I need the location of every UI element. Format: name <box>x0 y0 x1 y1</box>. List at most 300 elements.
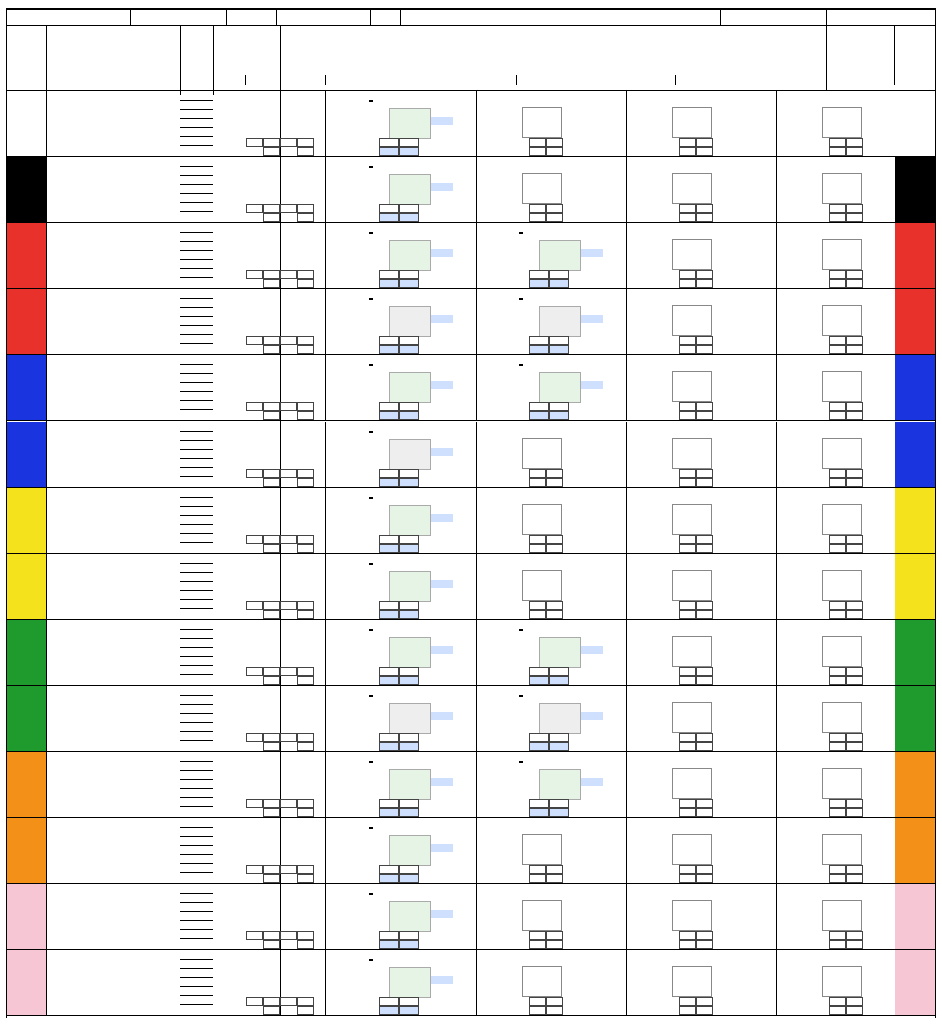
badge-cell <box>829 469 846 478</box>
empty-score-box <box>522 570 562 601</box>
rule-line <box>325 686 326 751</box>
badge-cell <box>297 402 314 411</box>
rule-line <box>626 422 627 487</box>
badge-cell <box>529 601 546 610</box>
empty-score-box <box>672 834 712 865</box>
badge-cell <box>846 799 863 808</box>
badge-cell <box>696 402 713 411</box>
horse-number-box-right <box>895 223 935 288</box>
badge-cell <box>679 345 696 354</box>
rule-line <box>180 127 213 128</box>
empty-score-box <box>522 107 562 138</box>
badge-cell <box>846 411 863 420</box>
badge-cell <box>679 213 696 222</box>
badge-cell <box>829 336 846 345</box>
badge-cell <box>679 279 696 288</box>
rule-line <box>325 752 326 817</box>
speed-value <box>431 844 453 852</box>
badge-cell <box>297 667 314 676</box>
badge-front <box>399 997 419 1006</box>
badge-m <box>379 874 399 883</box>
badge-m <box>529 808 549 817</box>
badge-cell <box>829 997 846 1006</box>
rule-line <box>180 211 213 212</box>
horse-number-box-right <box>895 91 935 156</box>
horse-number-box <box>7 289 46 354</box>
rule-line <box>180 542 213 543</box>
badge-m <box>529 279 549 288</box>
badge-cell <box>829 544 846 553</box>
badge-cell <box>679 667 696 676</box>
badge-m <box>379 213 399 222</box>
speed-value <box>431 315 453 323</box>
badge-cell <box>546 544 563 553</box>
rule-line <box>776 686 777 751</box>
empty-score-box <box>822 173 862 204</box>
badge-pos <box>399 742 419 751</box>
rule-line <box>476 554 477 619</box>
badge-cell <box>846 402 863 411</box>
frame-badge <box>519 298 523 300</box>
badge-cell <box>846 676 863 685</box>
badge-cell <box>246 601 263 610</box>
rule-line <box>180 572 213 573</box>
badge-front <box>399 535 419 544</box>
badge-pos <box>399 147 419 156</box>
empty-score-box <box>822 438 862 469</box>
badge-cell <box>829 931 846 940</box>
rule-line <box>180 334 213 335</box>
badge-cell <box>297 610 314 619</box>
badge-cell <box>679 940 696 949</box>
badge-cell <box>846 865 863 874</box>
rule-line <box>6 222 936 223</box>
badge-cell <box>846 336 863 345</box>
rule-line <box>180 959 213 960</box>
rule-line <box>180 1004 213 1005</box>
rule-line <box>370 8 371 25</box>
badge-cell <box>297 478 314 487</box>
badge-cell <box>246 270 263 279</box>
badge-cell <box>829 204 846 213</box>
badge-front <box>399 270 419 279</box>
badge-cell <box>679 544 696 553</box>
badge-cell <box>846 204 863 213</box>
badge-cell <box>679 808 696 817</box>
rule-line <box>180 184 213 185</box>
rule-line <box>180 382 213 383</box>
speed-value <box>431 249 453 257</box>
badge-cell <box>829 667 846 676</box>
rule-line <box>675 75 676 85</box>
horse-number-box-right <box>895 355 935 420</box>
rule-line <box>826 8 827 25</box>
rule-line <box>325 884 326 949</box>
horse-number-box-right <box>895 289 935 354</box>
frame-badge <box>369 298 373 300</box>
badge-cell <box>846 733 863 742</box>
rule-line <box>325 488 326 553</box>
badge-cell <box>297 270 314 279</box>
score-box <box>539 240 581 271</box>
rule-line <box>626 355 627 420</box>
badge-cell <box>846 138 863 147</box>
rule-line <box>325 91 326 156</box>
empty-score-box <box>672 900 712 931</box>
rule-line <box>6 354 936 355</box>
speed-value <box>581 778 603 786</box>
rule-line <box>626 620 627 685</box>
badge-cell <box>280 270 297 279</box>
rule-line <box>180 911 213 912</box>
rule-line <box>180 118 213 119</box>
score-box <box>389 505 431 536</box>
rule-line <box>180 193 213 194</box>
frame-badge <box>369 761 373 763</box>
rule-line <box>325 157 326 222</box>
rule-line <box>894 25 895 85</box>
rule-line <box>626 488 627 553</box>
rule-line <box>6 883 936 884</box>
badge-cell <box>696 478 713 487</box>
badge-fast <box>379 138 399 147</box>
badge-cell <box>846 279 863 288</box>
rule-line <box>325 950 326 1015</box>
badge-cell <box>280 535 297 544</box>
rule-line <box>180 259 213 260</box>
rule-line <box>626 554 627 619</box>
frame-badge <box>369 563 373 565</box>
badge-cell <box>829 601 846 610</box>
badge-cell <box>529 1006 546 1015</box>
badge-cell <box>679 865 696 874</box>
badge-cell <box>829 865 846 874</box>
badge-cell <box>846 270 863 279</box>
rule-line <box>6 288 936 289</box>
badge-cell <box>246 204 263 213</box>
frame-badge <box>369 959 373 961</box>
badge-cell <box>263 345 280 354</box>
badge-cell <box>529 610 546 619</box>
score-box <box>389 240 431 271</box>
badge-cell <box>246 138 263 147</box>
badge-cell <box>696 610 713 619</box>
badge-fast <box>379 931 399 940</box>
badge-cell <box>546 469 563 478</box>
rule-line <box>626 91 627 156</box>
rule-line <box>476 620 477 685</box>
rule-line <box>180 920 213 921</box>
badge-cell <box>546 147 563 156</box>
speed-value <box>431 712 453 720</box>
badge-cell <box>263 336 280 345</box>
empty-score-box <box>672 438 712 469</box>
rule-line <box>180 232 213 233</box>
badge-cell <box>679 469 696 478</box>
rule-line <box>476 950 477 1015</box>
rule-line <box>180 788 213 789</box>
badge-cell <box>846 535 863 544</box>
rule-line <box>626 950 627 1015</box>
badge-pos <box>399 478 419 487</box>
badge-cell <box>679 270 696 279</box>
badge-cell <box>696 544 713 553</box>
speed-value <box>581 315 603 323</box>
speed-value <box>581 712 603 720</box>
horse-number-box <box>7 950 46 1015</box>
rule-line <box>180 806 213 807</box>
badge-cell <box>297 279 314 288</box>
badge-cell <box>696 742 713 751</box>
rule-line <box>325 223 326 288</box>
frame-badge <box>369 497 373 499</box>
badge-pos <box>399 411 419 420</box>
badge-cell <box>846 874 863 883</box>
horse-number-box-right <box>895 488 935 553</box>
speed-value <box>431 976 453 984</box>
rule-line <box>6 685 936 686</box>
badge-pos <box>399 544 419 553</box>
badge-cell <box>829 940 846 949</box>
badge-cell <box>297 535 314 544</box>
rule-line <box>180 704 213 705</box>
badge-cell <box>297 931 314 940</box>
badge-cell <box>679 411 696 420</box>
rule-line <box>180 25 181 95</box>
badge-cell <box>546 1006 563 1015</box>
frame-badge <box>369 827 373 829</box>
empty-score-box <box>822 305 862 336</box>
rule-line <box>180 770 213 771</box>
badge-cell <box>263 601 280 610</box>
rule-line <box>180 845 213 846</box>
rule-line <box>180 647 213 648</box>
rule-line <box>180 316 213 317</box>
badge-m <box>379 544 399 553</box>
badge-cell <box>696 279 713 288</box>
badge-cell <box>829 733 846 742</box>
badge-cell <box>263 676 280 685</box>
badge-cell <box>297 865 314 874</box>
badge-cell <box>679 997 696 1006</box>
rule-line <box>180 629 213 630</box>
badge-front <box>399 931 419 940</box>
empty-score-box <box>672 702 712 733</box>
rule-line <box>180 863 213 864</box>
badge-cell <box>297 997 314 1006</box>
badge-cell <box>297 544 314 553</box>
rule-line <box>180 458 213 459</box>
badge-cell <box>679 336 696 345</box>
score-box <box>389 769 431 800</box>
rule-line <box>776 884 777 949</box>
badge-cell <box>263 808 280 817</box>
horse-number-box <box>7 686 46 751</box>
badge-cell <box>679 733 696 742</box>
rule-line <box>180 476 213 477</box>
badge-fast <box>379 336 399 345</box>
empty-score-box <box>672 239 712 270</box>
badge-front <box>549 336 569 345</box>
horse-number-box <box>7 818 46 883</box>
badge-cell <box>263 535 280 544</box>
badge-cell <box>263 478 280 487</box>
rule-line <box>776 422 777 487</box>
badge-cell <box>696 345 713 354</box>
badge-cell <box>246 931 263 940</box>
score-box <box>539 306 581 337</box>
rule-line <box>180 968 213 969</box>
badge-cell <box>280 997 297 1006</box>
frame-badge <box>369 100 373 102</box>
rule-line <box>276 8 277 25</box>
rule-line <box>180 277 213 278</box>
badge-cell <box>297 874 314 883</box>
badge-cell <box>829 402 846 411</box>
rule-line <box>180 202 213 203</box>
badge-cell <box>829 213 846 222</box>
horse-number-box-right <box>895 950 935 1015</box>
rule-line <box>245 75 246 85</box>
badge-cell <box>546 931 563 940</box>
rule-line <box>776 818 777 883</box>
rule-line <box>476 884 477 949</box>
badge-cell <box>696 733 713 742</box>
badge-cell <box>696 874 713 883</box>
badge-cell <box>829 742 846 751</box>
frame-badge <box>369 629 373 631</box>
rule-line <box>776 554 777 619</box>
badge-cell <box>263 940 280 949</box>
badge-pos <box>399 279 419 288</box>
badge-cell <box>263 544 280 553</box>
rule-line <box>180 440 213 441</box>
frame-badge <box>369 232 373 234</box>
badge-fast <box>379 997 399 1006</box>
rule-line <box>476 157 477 222</box>
frame-badge <box>519 629 523 631</box>
badge-fast <box>529 799 549 808</box>
badge-cell <box>280 402 297 411</box>
rule-line <box>325 818 326 883</box>
rule-line <box>325 355 326 420</box>
badge-fast <box>379 204 399 213</box>
badge-m <box>379 345 399 354</box>
badge-cell <box>846 544 863 553</box>
rule-line <box>180 400 213 401</box>
score-box <box>539 703 581 734</box>
badge-cell <box>546 213 563 222</box>
badge-cell <box>546 997 563 1006</box>
badge-cell <box>246 402 263 411</box>
rule-line <box>476 686 477 751</box>
score-box <box>539 637 581 668</box>
rule-line <box>180 995 213 996</box>
rule-line <box>180 449 213 450</box>
badge-cell <box>846 601 863 610</box>
badge-cell <box>297 799 314 808</box>
rule-line <box>626 223 627 288</box>
rule-line <box>180 581 213 582</box>
rule-line <box>476 223 477 288</box>
rule-line <box>180 343 213 344</box>
badge-front <box>549 799 569 808</box>
rule-line <box>6 8 936 10</box>
badge-m <box>379 940 399 949</box>
horse-number-box <box>7 157 46 222</box>
rule-line <box>776 488 777 553</box>
badge-cell <box>246 865 263 874</box>
badge-cell <box>696 147 713 156</box>
badge-cell <box>263 411 280 420</box>
badge-cell <box>529 997 546 1006</box>
rule-line <box>776 157 777 222</box>
badge-cell <box>263 874 280 883</box>
badge-cell <box>846 610 863 619</box>
rule-line <box>180 761 213 762</box>
rule-line <box>180 391 213 392</box>
badge-cell <box>263 147 280 156</box>
badge-cell <box>829 799 846 808</box>
badge-fast <box>379 601 399 610</box>
score-box <box>389 571 431 602</box>
rule-line <box>180 467 213 468</box>
badge-cell <box>263 469 280 478</box>
badge-cell <box>529 544 546 553</box>
horse-number-box-right <box>895 818 935 883</box>
frame-badge <box>519 232 523 234</box>
badge-cell <box>696 411 713 420</box>
speed-value <box>431 646 453 654</box>
rule-line <box>180 533 213 534</box>
badge-cell <box>297 940 314 949</box>
speed-value <box>431 381 453 389</box>
rule-line <box>325 289 326 354</box>
badge-cell <box>297 345 314 354</box>
badge-cell <box>846 667 863 676</box>
badge-cell <box>829 279 846 288</box>
badge-front <box>399 733 419 742</box>
badge-m <box>529 676 549 685</box>
rule-line <box>180 409 213 410</box>
empty-score-box <box>672 504 712 535</box>
badge-cell <box>546 204 563 213</box>
badge-cell <box>696 865 713 874</box>
horse-number-box <box>7 488 46 553</box>
empty-score-box <box>822 702 862 733</box>
badge-front <box>549 667 569 676</box>
rule-line <box>180 515 213 516</box>
badge-front <box>399 402 419 411</box>
badge-cell <box>696 336 713 345</box>
badge-cell <box>263 402 280 411</box>
badge-cell <box>696 1006 713 1015</box>
badge-cell <box>297 733 314 742</box>
score-box <box>389 901 431 932</box>
rule-line <box>476 818 477 883</box>
badge-cell <box>829 270 846 279</box>
badge-cell <box>829 874 846 883</box>
empty-score-box <box>822 107 862 138</box>
badge-pos <box>549 411 569 420</box>
badge-fast <box>379 733 399 742</box>
badge-fast <box>529 270 549 279</box>
badge-cell <box>280 931 297 940</box>
badge-cell <box>679 204 696 213</box>
badge-fast <box>529 402 549 411</box>
badge-front <box>399 469 419 478</box>
rule-line <box>400 8 401 25</box>
